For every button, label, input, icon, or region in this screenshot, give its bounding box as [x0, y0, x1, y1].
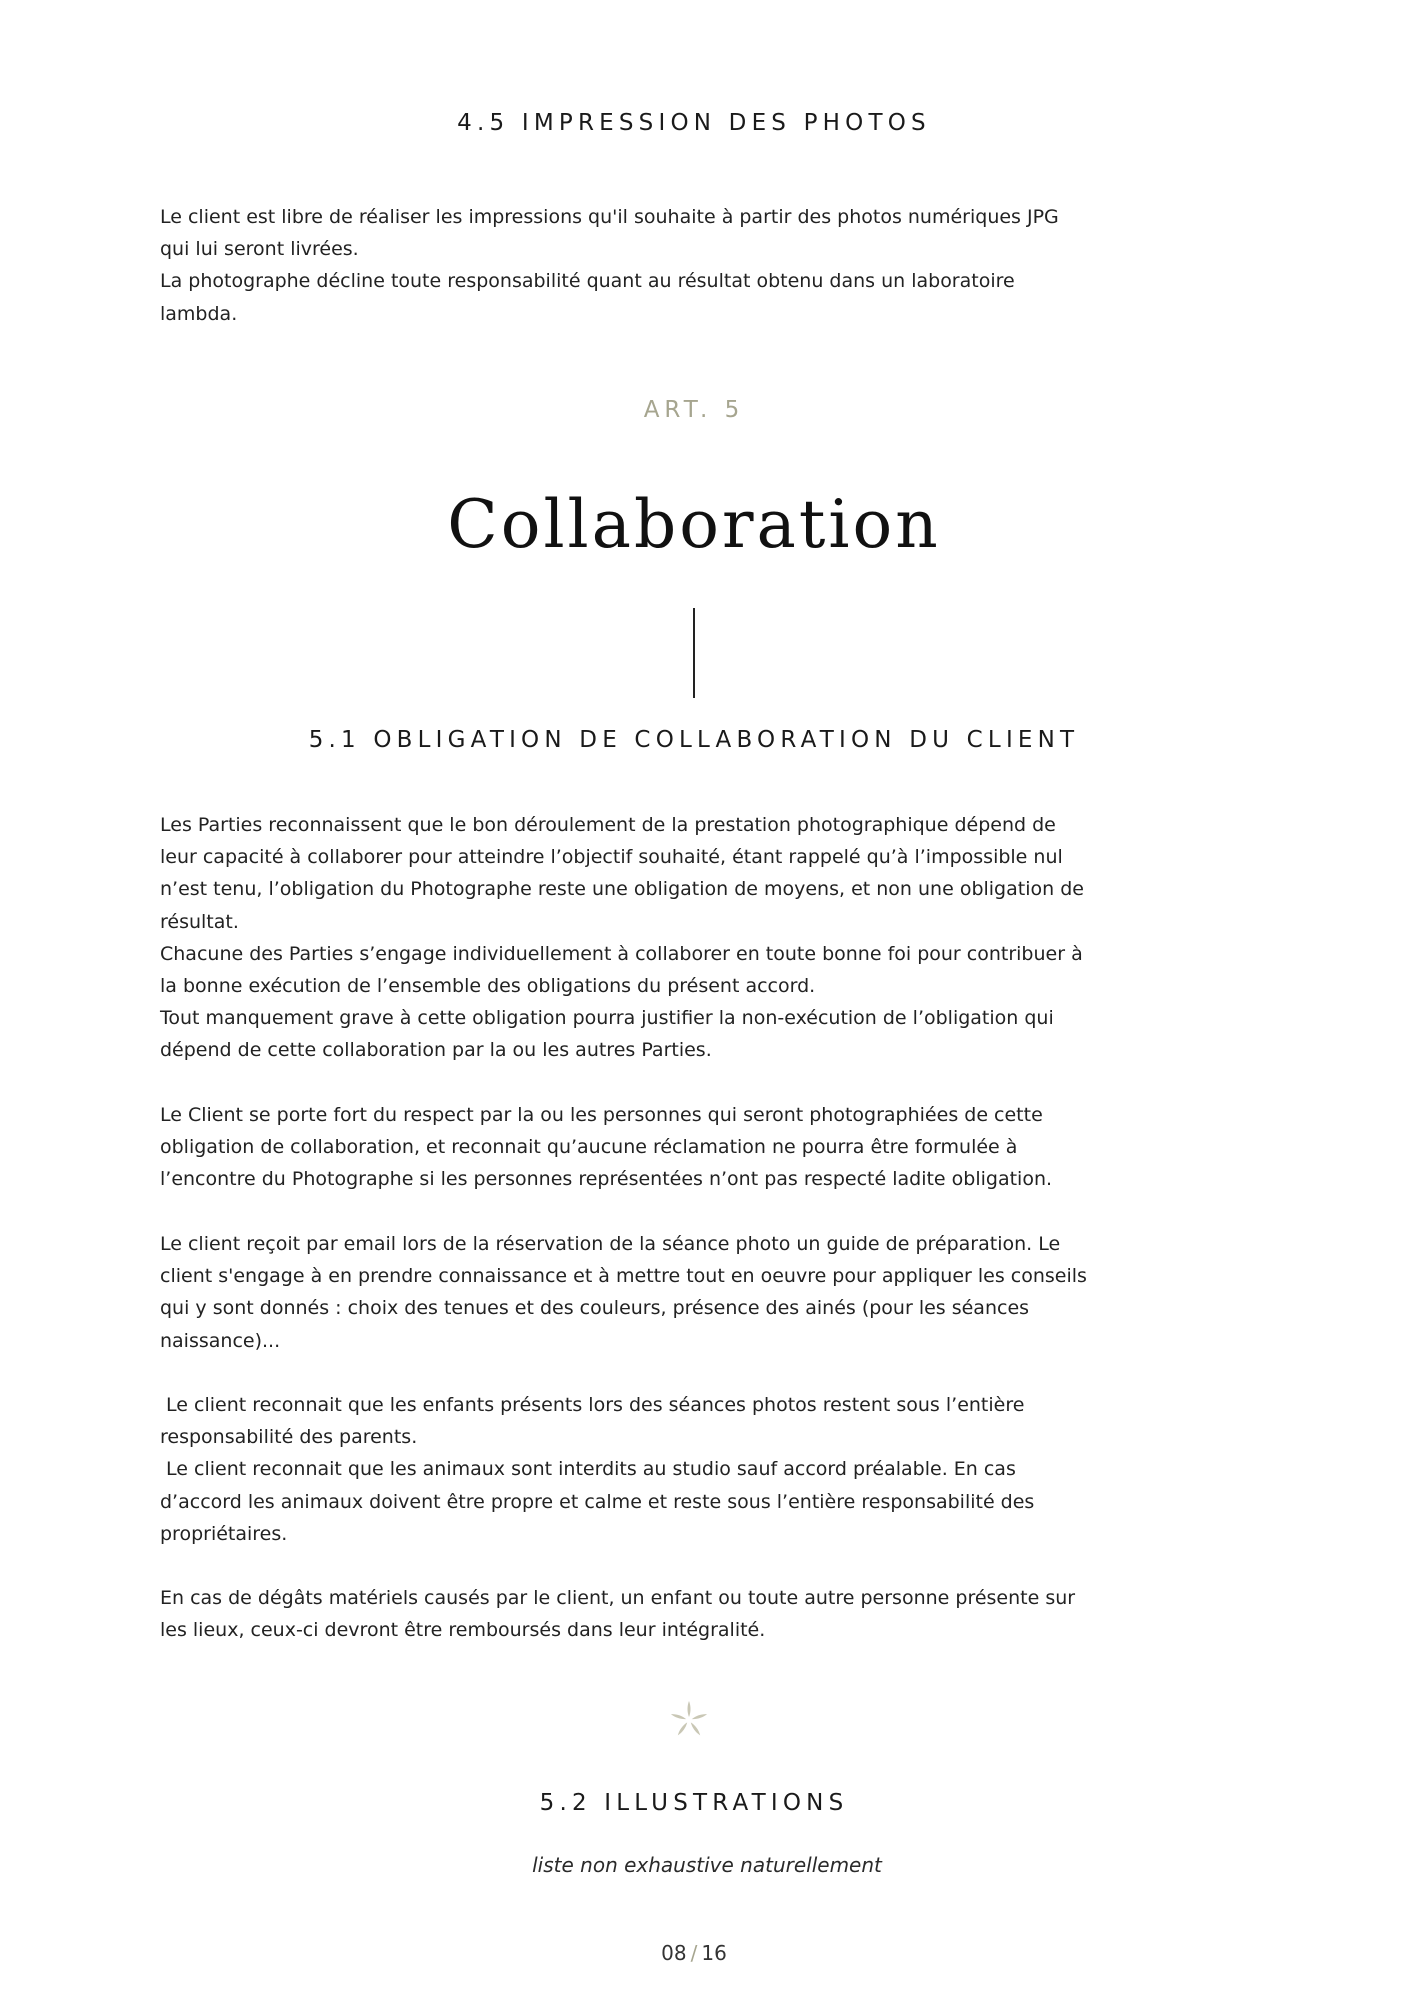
vertical-divider [693, 608, 695, 698]
section-5-1-paragraph-3 [160, 1228, 1220, 1357]
section-5-1-paragraph-5 [160, 1582, 1220, 1646]
text-line: responsabilité des parents. [160, 1426, 418, 1449]
section-4-5-paragraph [160, 201, 1220, 330]
text-line: Tout manquement grave à cette obligation pourra justifier la non-exécution de l’obligation qui [160, 1007, 1054, 1030]
page-separator: / [690, 1941, 698, 1965]
text-line: résultat. [160, 910, 239, 933]
text-line: Le client reconnait que les animaux sont interdits au studio sauf accord préalable. En cas [160, 1458, 1016, 1481]
section-5-1-heading: 5.1 OBLIGATION DE COLLABORATION DU CLIENT [308, 727, 1080, 753]
text-line: Le client reçoit par email lors de la réservation de la séance photo un guide de préparation. Le [160, 1233, 1061, 1255]
text-line: Le Client se porte fort du respect par la ou les personnes qui seront photographiées de cette [160, 1104, 1043, 1126]
page-number [0, 1941, 1388, 1965]
article-label: ART. 5 [643, 397, 745, 423]
section-5-1-paragraph-2 [160, 1099, 1220, 1196]
text-line: qui y sont donnés : choix des tenues et des couleurs, présence des ainés (pour les séances [160, 1297, 1030, 1320]
text-line: n’est tenu, l’obligation du Photographe reste une obligation de moyens, et non une obligation de [160, 878, 1084, 901]
text-line: d’accord les animaux doivent être propre et calme et reste sous l’entière responsabilité des [160, 1490, 1035, 1513]
sparkle-icon [667, 1698, 711, 1742]
text-line: Les Parties reconnaissent que le bon déroulement de la prestation photographique dépend de [160, 814, 1056, 836]
page-current: 08 [661, 1941, 687, 1965]
text-line: la bonne exécution de l’ensemble des obligations du présent accord. [160, 975, 816, 998]
section-5-1-paragraph-4 [160, 1389, 1220, 1550]
text-line: client s'engage à en prendre connaissance et à mettre tout en oeuvre pour appliquer les conseils [160, 1265, 1087, 1288]
text-line: naissance)... [160, 1329, 281, 1352]
text-line: l’encontre du Photographe si les personnes représentées n’ont pas respecté ladite obligation. [160, 1168, 1053, 1191]
text-line: La photographe décline toute responsabilité quant au résultat obtenu dans un laboratoire [160, 270, 1015, 293]
text-line: leur capacité à collaborer pour atteindre l’objectif souhaité, étant rappelé qu’à l’impossible nul [160, 846, 1063, 869]
section-5-2-heading: 5.2 ILLUSTRATIONS [539, 1790, 849, 1816]
section-5-2-subtitle: liste non exhaustive naturellement [532, 1853, 882, 1877]
text-line: qui lui seront livrées. [160, 238, 359, 261]
text-line: les lieux, ceux-ci devront être remboursés dans leur intégralité. [160, 1619, 766, 1642]
section-4-5-heading: 4.5 IMPRESSION DES PHOTOS [457, 110, 931, 136]
text-line: Chacune des Parties s’engage individuellement à collaborer en toute bonne foi pour contribuer à [160, 942, 1083, 965]
section-5-1-paragraph-1 [160, 809, 1220, 1067]
text-line: obligation de collaboration, et reconnait qu’aucune réclamation ne pourra être formulée à [160, 1136, 1018, 1159]
text-line: propriétaires. [160, 1522, 288, 1545]
text-line: dépend de cette collaboration par la ou les autres Parties. [160, 1039, 712, 1062]
page-total: 16 [701, 1941, 727, 1965]
text-line: Le client reconnait que les enfants présents lors des séances photos restent sous l’entière [160, 1394, 1025, 1416]
text-line: lambda. [160, 302, 238, 325]
text-line: En cas de dégâts matériels causés par le client, un enfant ou toute autre personne présente sur [160, 1587, 1076, 1609]
article-title: Collaboration [447, 486, 941, 563]
text-line: Le client est libre de réaliser les impressions qu'il souhaite à partir des photos numériques JPG [160, 206, 1059, 228]
